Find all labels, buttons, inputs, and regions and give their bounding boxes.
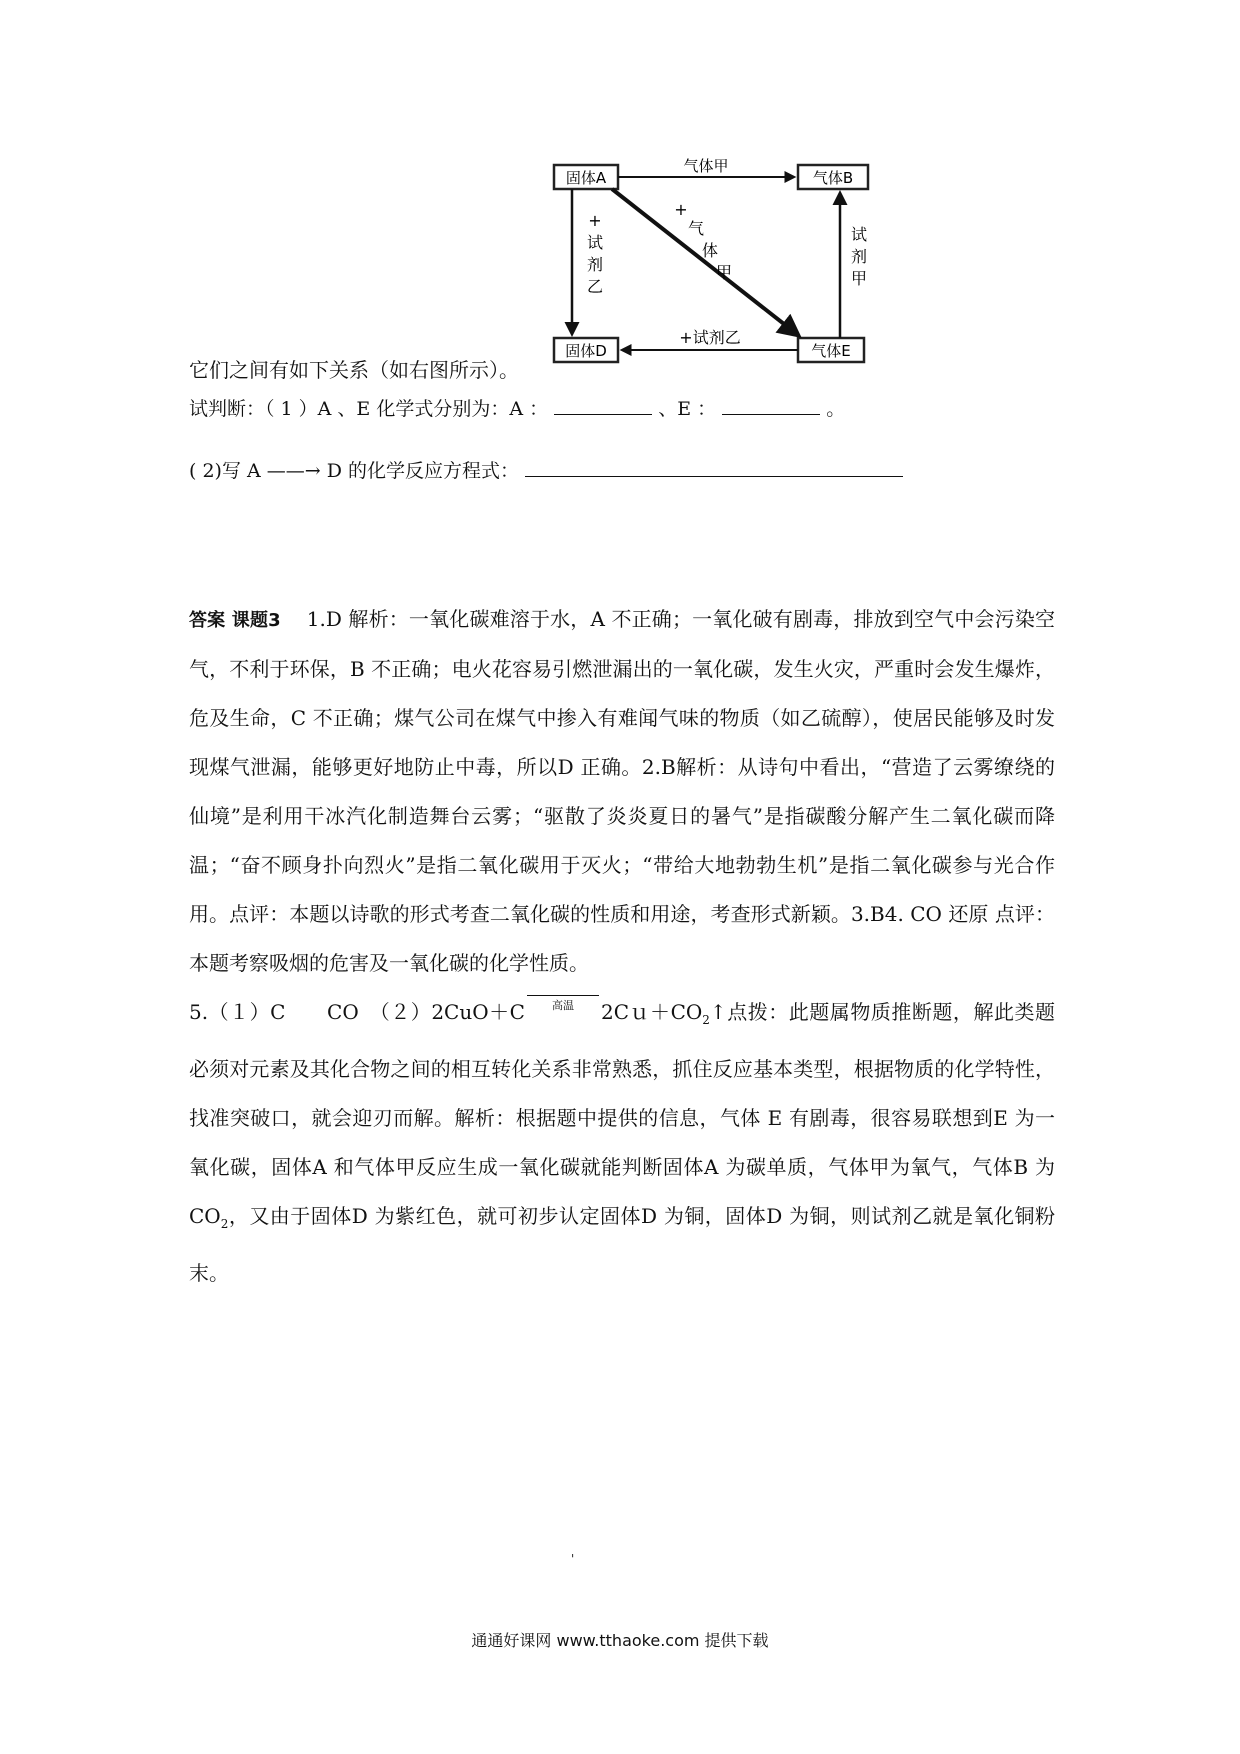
answer-q5-start: 5.（１）C CO （２）2CuO＋C [189,1000,525,1024]
q1-prefix: 试判断：（ 1 ）A 、E 化学式分别为：A ： [189,398,549,420]
svg-text:体: 体 [701,241,719,260]
svg-text:固体D: 固体D [565,342,607,360]
q2-suffix: D 的化学反应方程式： [326,460,520,482]
q2-arrow: ——→ [266,460,321,482]
answer-paragraph-5 [189,988,1055,1298]
node-gas-e [798,338,864,362]
footer-credit: 通通好课网 www.tthaoke.com 提供下载 [471,1631,769,1650]
label-e-to-d: +试剂乙 [679,328,741,347]
page-mark: ' [571,1552,575,1566]
answer-q5-tail: ，又由于固体D 为紫红色，就可初步认定固体D 为铜，固体D 为铜，则试剂乙就是氧化铜粉末。 [189,1204,1055,1285]
svg-text:剂: 剂 [586,255,604,274]
arrow-a-to-e [612,189,798,335]
question-1 [189,394,845,421]
node-gas-b [798,165,868,189]
answer-label: 答案 课题3 [189,610,281,631]
node-solid-d [554,338,618,362]
svg-text:剂: 剂 [850,247,868,266]
q2-prefix: ( 2)写 A [189,460,267,482]
answer-paragraph-1 [189,595,1055,988]
svg-text:气: 气 [687,219,705,238]
answer-blank-e[interactable] [722,414,820,415]
svg-text:甲: 甲 [850,269,868,288]
svg-text:固体A: 固体A [565,169,607,187]
svg-text:气体B: 气体B [812,169,854,187]
answer-text-1: 1.D 解析：一氧化碳难溶于水，A 不正确；一氧化破有剧毒，排放到空气中会污染空气，不利于环保，B 不正确；电火花容易引燃泄漏出的一氧化碳，发生火灾，严重时会发生爆炸，危及生命，C 不正确；煤气公司在煤气中掺入有难闻气味的物质（如乙硫醇），使居民能够及时发现煤气泄漏，能够更好地防止中毒，所以D 正确。2.B解析：从诗句中看出，“营造了云雾缭绕的仙境”是利用干冰汽化制造舞台云雾；“驱散了炎炎夏日的暑气”是指碳酸分解产生二氧化碳而降温；“奋不顾身扑向烈火”是指二氧化碳用于灭火；“带给大地勃勃生机”是指二氧化碳参与光合作用。点评：本题以诗歌的形式考查二氧化碳的性质和用途，考查形式新颖。3.B4. CO 还原 点评：本题考察吸烟的危害及一氧化碳的化学性质。 [189,607,1056,975]
subscript-2b: 2 [220,1217,229,1231]
subscript-2: 2 [702,1013,710,1027]
svg-text:试: 试 [850,225,868,244]
svg-text:气体E: 气体E [811,342,851,360]
answer-q5-rest: ↑点拨：此题属物质推断题，解此类题必须对元素及其化合物之间的相互转化关系非常熟悉，抓住反应基本类型，根据物质的化学特性，找准突破口，就会迎刃而解。解析：根据题中提供的信息，气体 E 有剧毒，很容易联想到E 为一氧化碳，固体A 和气体甲反应生成一氧化碳就能判断固体A 为碳单质，气体甲为氧气，气体B 为CO [189,1000,1055,1228]
reaction-diagram [550,158,880,378]
svg-text:甲: 甲 [715,263,733,282]
label-e-to-b [851,225,867,288]
reaction-condition [527,999,599,1019]
svg-text:乙: 乙 [586,277,604,296]
svg-text:+: + [674,200,688,219]
condition-line [527,995,599,996]
question-2 [189,456,903,483]
question-intro: 它们之间有如下关系（如右图所示）。 [189,358,519,382]
q1-end: 。 [826,398,846,420]
answer-q5-product: 2Cｕ＋CO [600,1000,703,1024]
label-a-to-b: 气体甲 [683,158,729,175]
svg-text:+: + [588,211,602,230]
condition-label: 高温 [551,999,574,1012]
svg-text:试: 试 [586,233,604,252]
answer-blank-equation[interactable] [525,476,903,477]
node-solid-a [554,165,618,189]
label-a-to-e [674,200,732,282]
q1-middle: 、E ： [658,398,717,420]
label-a-to-d [587,211,603,296]
answer-section [189,595,1055,1298]
answer-blank-a[interactable] [554,414,652,415]
